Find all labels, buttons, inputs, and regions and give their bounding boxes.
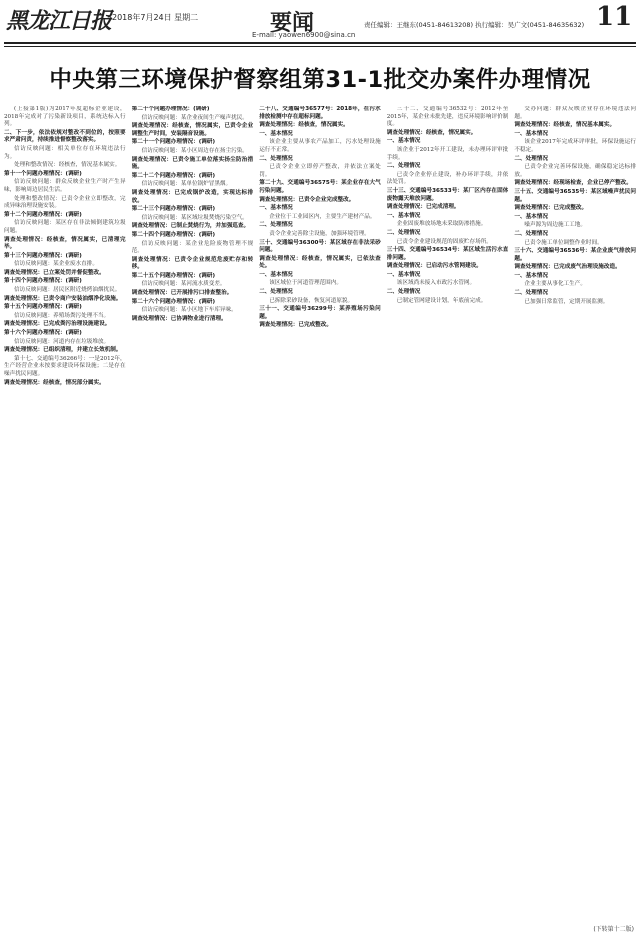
article-paragraph: 已制定管网建设计划，年底前完成。 bbox=[396, 297, 487, 304]
article-paragraph: 该企业于2012年开工建设，未办理环评审批手续。 bbox=[386, 146, 509, 161]
article-paragraph: 调查处理情况：已完成整改。 bbox=[259, 322, 332, 329]
article-paragraph: 调查处理情况：已完成锅炉改造，实现达标排放。 bbox=[131, 189, 254, 204]
section-title: 要闻 bbox=[270, 10, 315, 36]
article-paragraph: 第二十五个问题办理情况：(调研) bbox=[131, 272, 216, 279]
article-paragraph: 二、处理情况 bbox=[514, 230, 548, 237]
article-paragraph: 第十一个问题办理情况：(调研) bbox=[4, 170, 82, 177]
article-paragraph: 已责令企业建设规范的固废贮存场所。 bbox=[396, 238, 492, 245]
article-paragraph: 信访反映问题：某企业危险废物管理不规范。 bbox=[131, 240, 254, 255]
article-paragraph: 已责令企业完善环保设施，确保稳定达标排放。 bbox=[514, 164, 636, 178]
newspaper-logo: 黑龙江日报 bbox=[6, 8, 112, 34]
article-paragraph: 信访反映问题：某企业夜间生产噪声扰民。 bbox=[141, 114, 248, 121]
article-paragraph: 该企业2017年完成环评审批，环保设施运行不稳定。 bbox=[514, 139, 636, 153]
article-paragraph: 调查处理情况：已完成清理。 bbox=[386, 204, 460, 211]
article-paragraph: 二、处理情况 bbox=[514, 290, 548, 297]
article-paragraph: 信访反映问题：某小区周边存在扬尘污染。 bbox=[141, 147, 248, 154]
article-paragraph: 一、基本情况 bbox=[259, 205, 293, 212]
editor-credits: 责任编辑：王继东(0451-84613208) 执行编辑：吴广文(0451-84635632) bbox=[364, 21, 585, 29]
article-paragraph: 已责令企业停止建设，补办环评手续，并依法处罚。 bbox=[386, 171, 509, 186]
masthead bbox=[0, 0, 640, 42]
article-paragraph: 第二十九、交通编号36575号：某企业存在大气污染问题。 bbox=[259, 180, 381, 194]
article-paragraph: 调查处理情况：已完成整改。 bbox=[514, 205, 588, 212]
article-paragraph: 处理和整改情况：经核查，情况基本属实。 bbox=[14, 162, 121, 169]
article-paragraph: 调查处理情况：经核查，情况部分属实。 bbox=[4, 379, 105, 386]
article-paragraph: 调查处理情况：经核查，情况属实，已清理完毕。 bbox=[4, 236, 126, 251]
article-paragraph: 第十五个问题办理情况：(调研) bbox=[4, 304, 82, 311]
article-paragraph: 第十六个问题办理情况：(调研) bbox=[4, 330, 82, 337]
article-paragraph: 一、基本情况 bbox=[386, 138, 421, 145]
article-paragraph: (上接第1版)为2017年度超标企业建设，2018年完成对了污染新设项目，系统达标入行列。 bbox=[4, 106, 126, 128]
article-paragraph: 信访反映问题：某河流水质变差。 bbox=[141, 281, 226, 288]
article-paragraph: 一、基本情况 bbox=[259, 130, 293, 137]
article-paragraph: 调查处理情况：已责令企业规范危废贮存和转移。 bbox=[131, 256, 254, 271]
article-paragraph: 企业主要从事化工生产。 bbox=[524, 281, 586, 288]
article-paragraph: 一、基本情况 bbox=[514, 213, 548, 220]
article-paragraph: 二、处理情况 bbox=[259, 155, 293, 162]
article-paragraph: 信访反映问题：某单位锅炉冒黑烟。 bbox=[141, 181, 232, 188]
article-paragraph: 三十、交通编号36300号：某区域存在非法采砂问题。 bbox=[259, 239, 381, 254]
article-paragraph: 调查处理情况：经核查，情况属实，已责令企业调整生产时间，安装隔音设施。 bbox=[131, 123, 254, 137]
article-paragraph: 第二十三个问题办理情况：(调研) bbox=[131, 206, 216, 213]
article-paragraph: 调查处理情况：经核查，情况属实，已依法查处。 bbox=[259, 255, 381, 270]
article-paragraph: 调查处理情况：已完成废气治理设施改造。 bbox=[514, 264, 621, 271]
article-paragraph: 调查处理情况：经核查，情况属实。 bbox=[259, 122, 349, 129]
article-paragraph: 二、处理情况 bbox=[386, 289, 421, 296]
article-paragraph: 调查处理情况：已立案处罚并督促整改。 bbox=[4, 269, 105, 276]
article-paragraph: 调查处理情况：已完成粪污治理设施建设。 bbox=[4, 321, 111, 328]
article-column-4 bbox=[387, 106, 509, 924]
article-paragraph: 调查处理情况：已制止焚烧行为，并加强巡查。 bbox=[131, 223, 250, 230]
article-paragraph: 二、处理情况 bbox=[386, 163, 421, 170]
article-paragraph: 信访反映问题：居民区附近烧烤油烟扰民。 bbox=[14, 287, 121, 294]
article-paragraph: 一、基本情况 bbox=[514, 130, 548, 137]
article-paragraph: 第十四个问题办理情况：(调研) bbox=[4, 278, 82, 285]
article-paragraph: 信访反映问题：某区域垃圾焚烧污染空气。 bbox=[141, 214, 248, 221]
article-paragraph: 信访反映问题：某小区地下车库异味。 bbox=[141, 307, 237, 314]
article-paragraph: 第十七、交通编号36266号：一是2012年，生产经营企业未按要求建设环保设施；二是存在噪声扰民问题。 bbox=[4, 355, 126, 377]
article-paragraph: 信访反映问题：群众反映企业生产时产生异味，影响周边居民生活。 bbox=[4, 179, 126, 193]
article-paragraph: 信访反映问题：养殖场粪污处理不当。 bbox=[14, 312, 110, 319]
article-column-5 bbox=[514, 106, 636, 924]
article-paragraph: 三十五、交通编号36535号：某区域噪声扰民问题。 bbox=[514, 188, 636, 203]
article-paragraph: 一、基本情况 bbox=[386, 271, 421, 278]
article-paragraph: 企业固废堆放场地未采取防渗措施。 bbox=[396, 221, 487, 228]
page-number: 11 bbox=[596, 2, 633, 32]
article-paragraph: 第十三个问题办理情况：(调研) bbox=[4, 252, 82, 259]
article-paragraph: 已加强日常监管，定期开展监测。 bbox=[524, 298, 609, 305]
article-paragraph: 处理和整改情况：已责令企业立即整改，完成异味治理设施安装。 bbox=[4, 195, 126, 210]
article-paragraph: 二、处理情况 bbox=[259, 222, 293, 229]
article-paragraph: 调查处理情况：已组织清理，并建立长效机制。 bbox=[4, 347, 122, 354]
article-paragraph: 二、处理情况 bbox=[386, 229, 421, 236]
article-paragraph: 第二十四个问题办理情况：(调研) bbox=[131, 231, 216, 238]
article-paragraph: 一、基本情况 bbox=[514, 272, 548, 279]
masthead-rule-thin bbox=[4, 46, 636, 47]
article-paragraph: 信访反映问题：河道内存在垃圾堆放。 bbox=[14, 338, 110, 345]
article-paragraph: 已拆除采砂设备，恢复河道原貌。 bbox=[269, 297, 354, 304]
article-paragraph: 已责令施工单位调整作业时间。 bbox=[524, 239, 603, 246]
article-paragraph: 调查处理情况：已启动污水管网建设。 bbox=[386, 263, 482, 270]
section-email: E-mail: yaowen6900@sina.cn bbox=[252, 31, 356, 39]
article-paragraph: 噪声源为周边施工工地。 bbox=[524, 222, 586, 229]
article-column-3 bbox=[259, 106, 381, 924]
article-paragraph: 调查处理情况：已责令施工单位落实扬尘防治措施。 bbox=[131, 156, 254, 171]
article-paragraph: 三十一、交通编号36299号：某养殖场污染问题。 bbox=[259, 306, 381, 320]
article-paragraph: 调查处理情况：已协调物业进行清理。 bbox=[131, 315, 227, 322]
article-paragraph: 二、处理情况 bbox=[259, 289, 293, 296]
article-paragraph: 企业位于工业园区内，主要生产建材产品。 bbox=[269, 213, 376, 220]
article-paragraph: 调查处理情况：经核查，情况属实。 bbox=[386, 129, 477, 136]
article-paragraph: 三十四、交通编号36534号：某区域生活污水直排问题。 bbox=[386, 247, 509, 261]
article-paragraph: 二、下一步，依法依规对整改不到位的，按照要求严肃问责，持续推进督察整改落实。 bbox=[4, 129, 126, 144]
article-paragraph: 信访反映问题：相关单位存在环境违法行为。 bbox=[4, 145, 126, 160]
article-paragraph: 二十八、交通编号36577号：2018年，在污水排放检测中存在超标问题。 bbox=[259, 106, 381, 120]
article-headline: 中央第三环境保护督察组第31-1批交办案件办理情况 bbox=[49, 67, 591, 93]
article-paragraph: 该区域位于河道管理范围内。 bbox=[269, 280, 342, 287]
article-column-2 bbox=[132, 106, 254, 924]
article-paragraph: 一、基本情况 bbox=[386, 212, 421, 219]
article-paragraph: 调查处理情况：已开展排污口排查整治。 bbox=[131, 290, 233, 297]
article-paragraph: 调查处理情况：已责令企业完成整改。 bbox=[259, 196, 355, 203]
article-paragraph: 调查处理情况：经现场检查，企业已停产整改。 bbox=[514, 180, 632, 187]
article-paragraph: 三十六、交通编号36536号：某企业废气排放问题。 bbox=[514, 248, 636, 262]
article-paragraph: 交办问题：群众反映企业存在环境违法问题。 bbox=[514, 106, 636, 120]
article-paragraph: 第二十一个问题办理情况：(调研) bbox=[131, 139, 216, 146]
article-paragraph: 第二十个问题办理情况：(调研) bbox=[131, 106, 210, 112]
article-paragraph: 一、基本情况 bbox=[259, 271, 293, 278]
article-paragraph: 该区域尚未接入市政污水管网。 bbox=[396, 280, 476, 287]
continued-note: (下转第十二版) bbox=[593, 926, 634, 933]
article-paragraph: 责令企业完善除尘设施，加强环境管理。 bbox=[269, 230, 370, 237]
article-paragraph: 第二十二个问题办理情况：(调研) bbox=[131, 172, 216, 179]
article-paragraph: 第二十六个问题办理情况：(调研) bbox=[131, 298, 216, 305]
article-column-1 bbox=[4, 106, 126, 924]
article-paragraph: 信访反映问题：某区存在非法倾倒建筑垃圾问题。 bbox=[4, 220, 126, 234]
article-paragraph: 调查处理情况：已责令商户安装油烟净化设施。 bbox=[4, 295, 122, 302]
masthead-rule-thick bbox=[4, 42, 636, 44]
article-paragraph: 信访反映问题：某企业废水直排。 bbox=[14, 261, 98, 268]
article-paragraph: 第十二个问题办理情况：(调研) bbox=[4, 211, 82, 218]
article-paragraph: 三十三、交通编号36533号：某厂区内存在固体废物露天堆放问题。 bbox=[386, 187, 509, 202]
article-paragraph: 三十二、交通编号36532号：2012年至2015年，某企业未批先建，违反环境影响评价制度。 bbox=[386, 106, 509, 128]
article-paragraph: 已责令企业立即停产整改，并依法立案处罚。 bbox=[259, 164, 381, 178]
article-paragraph: 二、处理情况 bbox=[514, 155, 548, 162]
article-paragraph: 该企业主要从事农产品加工，污水处理设施运行不正常。 bbox=[259, 139, 381, 153]
issue-date: 2018年7月24日 星期二 bbox=[112, 13, 199, 22]
article-paragraph: 调查处理情况：经核查，情况基本属实。 bbox=[514, 122, 616, 129]
article-body bbox=[4, 106, 636, 924]
